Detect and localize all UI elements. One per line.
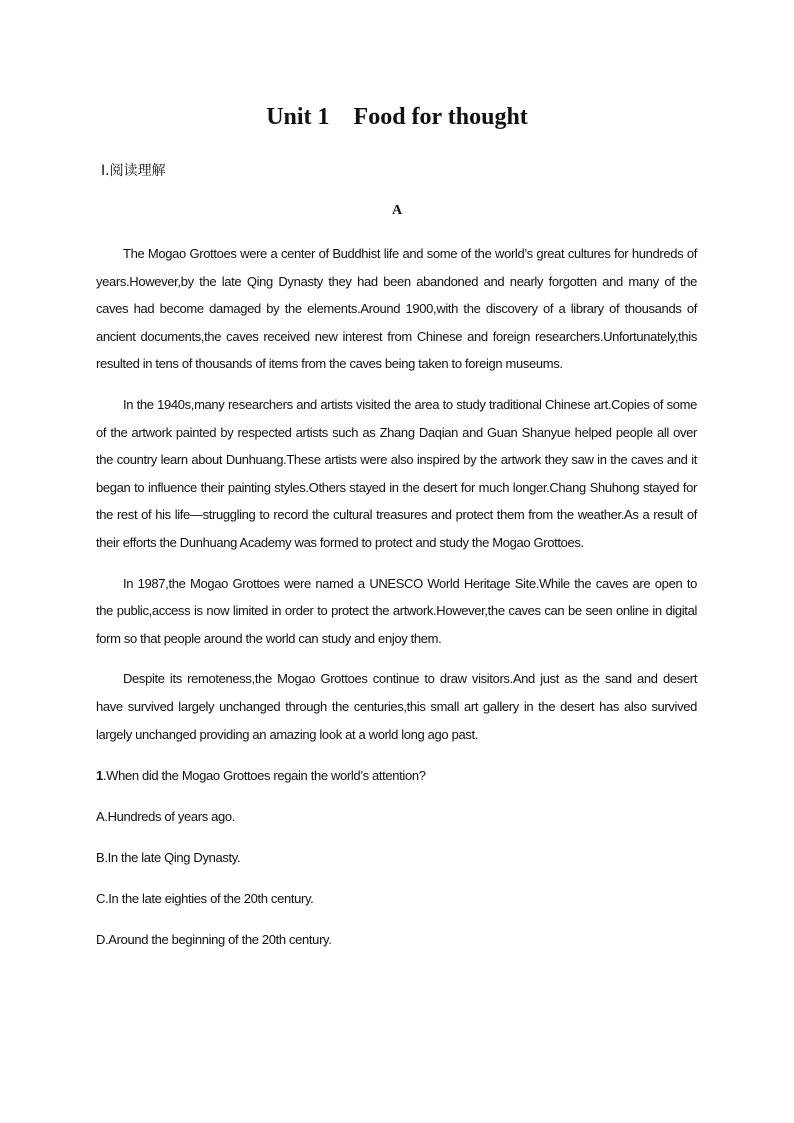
title-unit: Unit 1: [266, 104, 330, 130]
question-1: [96, 762, 697, 953]
paragraph-2: In the 1940s,many researchers and artists visited the area to study traditional Chinese art.Copies of some of the artwork painted by respected artists such as Zhang Daqian and Guan Shanyue helped people all over the country learn about Dunhuang.These artists were also inspired by the artwork they saw in the caves and it began to influence their painting styles.Others stayed in the desert for much longer.Chang Shuhong stayed for the rest of his life—struggling to record the cultural treasures and protect them from the weather.As a result of their efforts the Dunhuang Academy was formed to protect and study the Mogao Grottoes.: [96, 396, 697, 550]
option-a: A.Hundreds of years ago.: [96, 809, 236, 825]
option-b: B.In the late Qing Dynasty.: [96, 850, 241, 866]
passage-body: [96, 240, 697, 953]
paragraph-4: Despite its remoteness,the Mogao Grottoes continue to draw visitors.And just as the sand and desert have survived largely unchanged through the centuries,this small art gallery in the desert has also survived largely unchanged providing an amazing look at a world long ago past.: [96, 671, 697, 742]
option-d: D.Around the beginning of the 20th century.: [96, 932, 332, 948]
section-heading: Ⅰ.阅读理解: [101, 163, 166, 179]
question-text: .When did the Mogao Grottoes regain the world’s attention?: [102, 768, 426, 784]
paragraph-3: In 1987,the Mogao Grottoes were named a UNESCO World Heritage Site.While the caves are open to the public,access is now limited in order to protect the artwork.However,the caves can be seen online in digital form so that people around the world can study and enjoy them.: [96, 575, 697, 646]
paragraph-1: The Mogao Grottoes were a center of Buddhist life and some of the world’s great cultures for hundreds of years.However,by the late Qing Dynasty they had been abandoned and nearly forgotten and many of the caves had become damaged by the elements.Around 1900,with the discovery of a library of thousands of ancient documents,the caves received new interest from Chinese and foreign researchers.Unfortunately,this resulted in tens of thousands of items from the caves being taken to foreign museums.: [96, 246, 697, 372]
option-c: C.In the late eighties of the 20th century.: [96, 891, 314, 907]
passage-label: A: [391, 203, 403, 218]
page-title: [0, 104, 794, 131]
title-topic: Food for thought: [353, 104, 528, 130]
question-number: 1: [96, 768, 103, 784]
question-stem: [96, 762, 697, 789]
